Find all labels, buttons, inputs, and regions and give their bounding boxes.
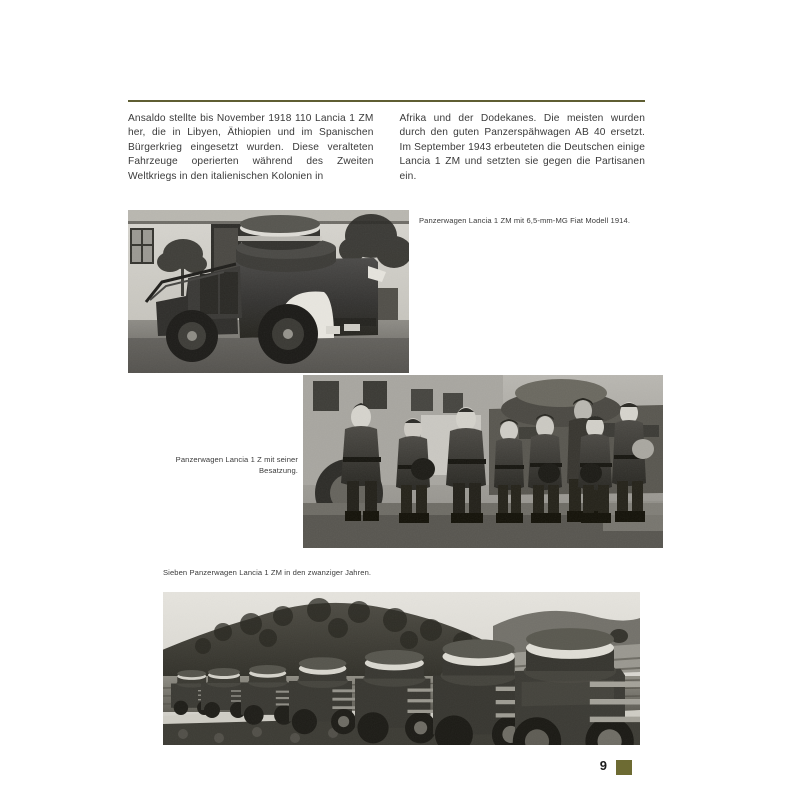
figure-image-crew-group [303, 375, 663, 548]
body-text [128, 112, 645, 184]
paragraph-right: Afrika und der Dodekanes. Die meisten wurden durch den guten Panzerspähwagen AB 40 ersetzt. Im September 1943 erbeuteten die Deutschen einige Lancia 1 ZM und setzten sie gegen die Partisanen ein. [399, 113, 645, 182]
figure-image-seven-cars-convoy [163, 592, 640, 745]
figure-caption-crew-group: Panzerwagen Lancia 1 Z mit seiner Besatzung. [175, 455, 298, 475]
header-rule [128, 100, 645, 102]
figure-image-armored-car-front [128, 210, 409, 373]
figure-caption-armored-car-front: Panzerwagen Lancia 1 ZM mit 6,5-mm-MG Fiat Modell 1914. [419, 216, 631, 225]
paragraph-left: Ansaldo stellte bis November 1918 110 Lancia 1 ZM her, die in Libyen, Äthiopien und im Spanischen Bürgerkrieg eingesetzt wurden. Diese veralteten Fahrzeuge operierten während des Zweiten Weltkriegs in den italienischen Kolonien in [128, 113, 374, 182]
figure-caption-seven-cars-convoy: Sieben Panzerwagen Lancia 1 ZM in den zwanziger Jahren. [163, 568, 372, 577]
page-footer [0, 757, 800, 781]
text-column-right [400, 112, 646, 184]
page-number: 9 [599, 758, 607, 773]
text-column-left [128, 112, 374, 184]
page-marker-square [616, 760, 632, 775]
